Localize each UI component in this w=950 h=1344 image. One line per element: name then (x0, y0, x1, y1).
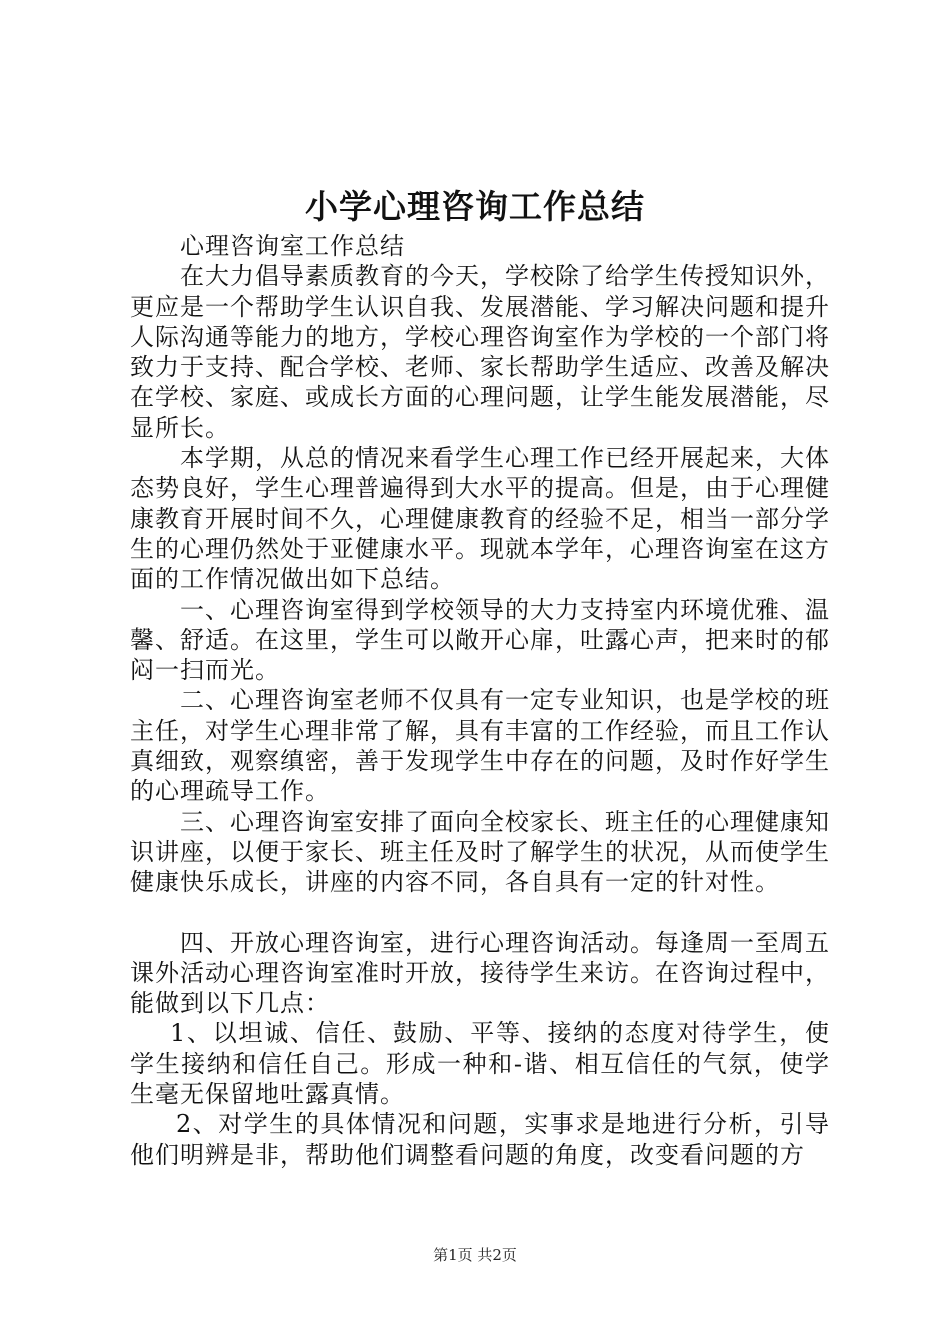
body-paragraph: 三、心理咨询室安排了面向全校家长、班主任的心理健康知识讲座，以便于家长、班主任及时了解学生的状况，从而使学生健康快乐成长，讲座的内容不同，各自具有一定的针对性。 (130, 807, 830, 897)
list-item: 2、对学生的具体情况和问题，实事求是地进行分析，引导他们明辨是非，帮助他们调整看问题的角度，改变看问题的方 (130, 1110, 830, 1169)
body-paragraph: 二、心理咨询室老师不仅具有一定专业知识，也是学校的班主任，对学生心理非常了解，具有丰富的工作经验，而且工作认真细致，观察缜密，善于发现学生中存在的问题，及时作好学生的心理疏导工作。 (130, 686, 830, 806)
page-footer: 第1页 共2页 (433, 1246, 517, 1264)
body-paragraph: 本学期，从总的情况来看学生心理工作已经开展起来，大体态势良好，学生心理普遍得到大水平的提高。但是，由于心理健康教育开展时间不久，心理健康教育的经验不足，相当一部分学生的心理仍然处于亚健康水平。现就本学年，心理咨询室在这方面的工作情况做出如下总结。 (130, 444, 830, 594)
document-title: 小学心理咨询工作总结 (305, 187, 645, 226)
subtitle-paragraph: 心理咨询室工作总结 (180, 232, 405, 260)
body-paragraph: 四、开放心理咨询室，进行心理咨询活动。每逢周一至周五课外活动心理咨询室准时开放，接待学生来访。在咨询过程中，能做到以下几点： (130, 928, 830, 1018)
document-body (130, 231, 830, 1170)
list-item: 1、以坦诚、信任、鼓励、平等、接纳的态度对待学生，使学生接纳和信任自己。形成一种和-谐、相互信任的气氛，使学生毫无保留地吐露真情。 (130, 1019, 830, 1109)
paragraph-gap (130, 898, 830, 928)
body-paragraph: 在大力倡导素质教育的今天，学校除了给学生传授知识外，更应是一个帮助学生认识自我、发展潜能、学习解决问题和提升人际沟通等能力的地方，学校心理咨询室作为学校的一个部门将致力于支持、配合学校、老师、家长帮助学生适应、改善及解决在学校、家庭、或成长方面的心理问题，让学生能发展潜能，尽显所长。 (130, 262, 830, 442)
body-paragraph: 一、心理咨询室得到学校领导的大力支持室内环境优雅、温馨、舒适。在这里，学生可以敞开心扉，吐露心声，把来时的郁闷一扫而光。 (130, 595, 830, 685)
